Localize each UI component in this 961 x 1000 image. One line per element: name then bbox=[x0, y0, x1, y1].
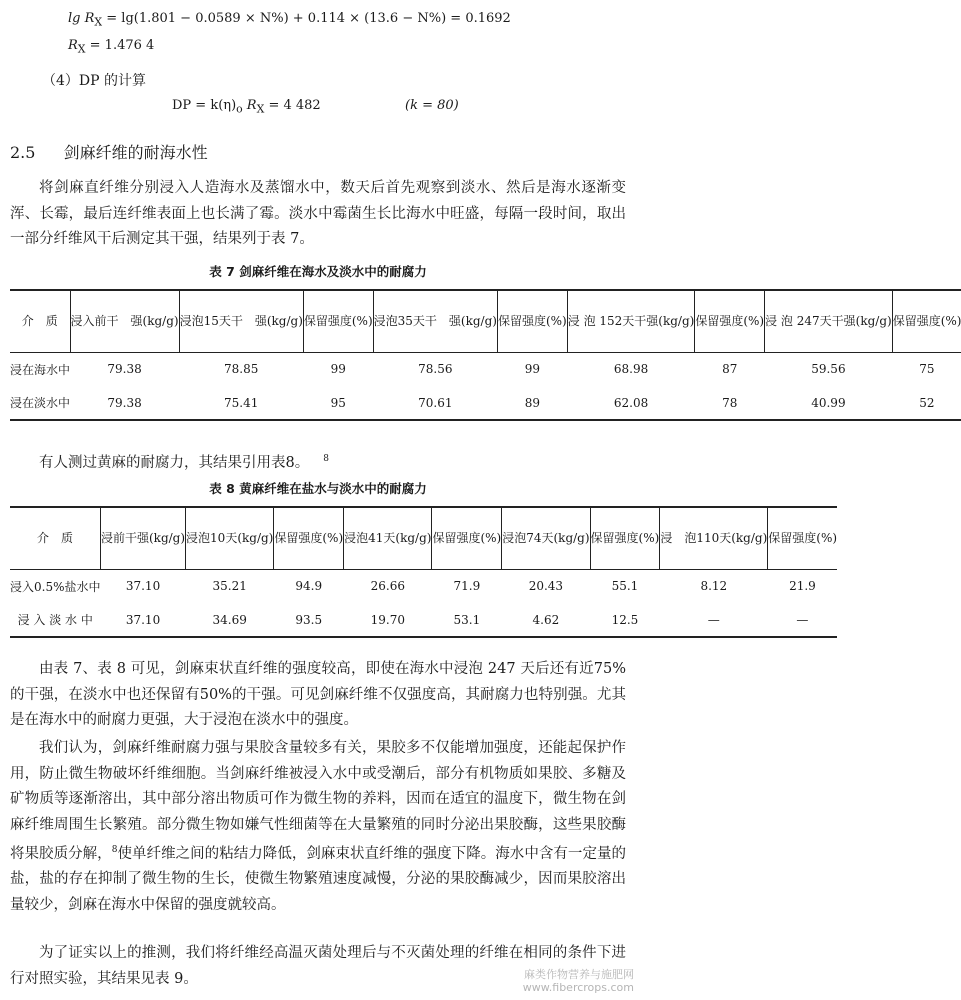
table-cell: 99 bbox=[330, 362, 346, 377]
equation-rx: $R_X = 1.476$ 4 bbox=[68, 38, 155, 56]
table-cell: 4.62 bbox=[532, 612, 560, 627]
table-cell: 浸入0.5%盐水中 bbox=[10, 579, 101, 594]
table-8-header-cell: 保留强度(%) bbox=[590, 507, 660, 569]
table-7-header-cell: 介 质 bbox=[10, 290, 70, 352]
equation-k-note: (k = 80) bbox=[405, 98, 459, 113]
table-8 bbox=[10, 506, 838, 638]
table-cell: 99 bbox=[524, 362, 540, 377]
table-cell: 93.5 bbox=[295, 612, 323, 627]
table-cell: 78.85 bbox=[224, 362, 259, 377]
table-cell: 78 bbox=[722, 395, 738, 410]
step-4-heading: （4）DP 的计算 bbox=[42, 73, 147, 89]
table-7 bbox=[10, 289, 961, 421]
table-8-header-cell: 浸前干强(kg/g) bbox=[101, 507, 186, 569]
table-cell: 62.08 bbox=[613, 395, 649, 410]
equation-lg-rx: $\lg R_X = \lg(1.801 - 0.0589 \times N\%) + 0.114 \times (13.6 - N\%) = 0.1692$ bbox=[68, 11, 511, 29]
table-8-header-cell: 浸 泡110天(kg/g) bbox=[660, 507, 768, 569]
paragraph-1: 将剑麻直纤维分别浸入人造海水及蒸馏水中，数天后首先观察到淡水、然后是海水逐渐变浑、长霉，最后连纤维表面上也长满了霉。淡水中霉菌生长比海水中旺盛，每隔一段时间，取出一部分纤维风干后测定其干强，结果列于表 7。 bbox=[10, 180, 626, 247]
table-8-header-cell: 浸泡10天(kg/g) bbox=[186, 507, 274, 569]
table-row bbox=[10, 603, 837, 637]
table-8-header-cell: 介 质 bbox=[10, 507, 101, 569]
table-cell: 78.56 bbox=[418, 362, 453, 377]
table-cell: 79.38 bbox=[107, 362, 142, 377]
reference-mark: 8 bbox=[111, 845, 118, 855]
table-cell: 20.43 bbox=[528, 579, 564, 594]
table-8-header-cell: 保留强度(%) bbox=[432, 507, 502, 569]
table-cell: 浸 入 淡 水 中 bbox=[17, 613, 93, 627]
table-7-header-cell: 浸 泡 152天干强(kg/g) bbox=[567, 290, 695, 352]
table-cell: 79.38 bbox=[107, 395, 142, 410]
watermark bbox=[523, 968, 634, 994]
table-cell: 75.41 bbox=[224, 395, 259, 410]
table-cell: 89 bbox=[524, 395, 540, 410]
table-cell: — bbox=[796, 612, 809, 627]
table-7-header-cell: 保留强度(%) bbox=[892, 314, 961, 329]
table-7-caption: 表 7 剑麻纤维在海水及淡水中的耐腐力 bbox=[209, 264, 427, 279]
paragraph-4: 我们认为，剑麻纤维耐腐力强与果胶含量较多有关，果胶多不仅能增加强度，还能起保护作用，防止微生物破坏纤维细胞。当剑麻纤维被浸入水中或受潮后，部分有机物质如果胶、多糖及矿物质等逐渐溶出，其中部分溶出物质可作为微生物的养料，因而在适宜的温度下，微生物在剑麻纤维周围生长繁殖。部分微生物如嫌气性细菌等在大量繁殖的同时分泌出果胶酶，这些果胶酶将果胶质分解，$^8$使单纤维之间的粘结力降低，剑麻束状直纤维的强度下降。海水中含有一定量的盐，盐的存在抑制了微生物的生长，使微生物繁殖速度减慢，分泌的果胶酶减少，因而果胶溶出量较少，剑麻在海水中保留的强度就较高。 bbox=[10, 740, 627, 913]
table-cell: 浸在海水中 bbox=[10, 362, 71, 377]
table-7-header-cell: 浸泡15天干 强(kg/g) bbox=[179, 290, 303, 352]
table-cell: 71.9 bbox=[453, 579, 481, 594]
table-row bbox=[10, 352, 961, 386]
table-cell: 12.5 bbox=[611, 612, 639, 627]
section-heading bbox=[10, 140, 208, 163]
table-7-header-cell: 保留强度(%) bbox=[303, 290, 373, 352]
table-7-header-row bbox=[10, 290, 961, 352]
table-7-header-cell: 浸 泡 247天干强(kg/g) bbox=[765, 290, 893, 352]
table-cell: 95 bbox=[330, 395, 346, 410]
table-cell: 40.99 bbox=[811, 395, 846, 410]
table-7-header-cell: 保留强度(%) bbox=[695, 290, 765, 352]
table-cell: 59.56 bbox=[811, 362, 846, 377]
paragraph-2: 有人测过黄麻的耐腐力，其结果引用表8。 $^8$ bbox=[39, 454, 329, 471]
table-cell: 75 bbox=[919, 362, 935, 377]
table-8-header-row bbox=[10, 507, 837, 569]
table-cell: 浸在淡水中 bbox=[10, 396, 71, 410]
watermark-line-2: www.fibercrops.com bbox=[522, 981, 634, 994]
table-cell: 21.9 bbox=[789, 579, 816, 594]
table-8-header-cell: 浸泡41天(kg/g) bbox=[344, 507, 432, 569]
table-row bbox=[10, 569, 837, 603]
section-title: 剑麻纤维的耐海水性 bbox=[63, 143, 208, 162]
table-8-header-cell: 浸泡74天(kg/g) bbox=[502, 507, 590, 569]
table-8-caption: 表 8 黄麻纤维在盐水与淡水中的耐腐力 bbox=[209, 481, 427, 496]
table-8-header-cell: 保留强度(%) bbox=[768, 531, 838, 546]
table-row bbox=[10, 386, 961, 420]
table-7-header-cell: 浸泡35天干 强(kg/g) bbox=[373, 290, 497, 352]
table-cell: 37.10 bbox=[125, 579, 161, 594]
equation-dp: DP = $k(\eta)_o$ $R_X = 4$ 482 bbox=[172, 98, 321, 116]
table-cell: 26.66 bbox=[370, 579, 405, 594]
reference-mark: 8 bbox=[323, 454, 329, 464]
table-cell: 70.61 bbox=[418, 395, 453, 410]
table-cell: 53.1 bbox=[453, 612, 481, 627]
table-7-header-cell: 保留强度(%) bbox=[497, 290, 567, 352]
table-cell: 94.9 bbox=[295, 579, 323, 594]
paragraph-3: 由表 7、表 8 可见，剑麻束状直纤维的强度较高，即使在海水中浸泡 247 天后还有近75%的干强，在淡水中也还保留有50%的干强。可见剑麻纤维不仅强度高，其耐腐力也特别强。尤其是在海水中的耐腐力更强，大于浸泡在淡水中的强度。 bbox=[10, 661, 626, 728]
table-cell: 68.98 bbox=[613, 362, 649, 377]
table-cell: 34.69 bbox=[212, 612, 247, 627]
table-7-header-cell: 浸入前干 强(kg/g) bbox=[70, 290, 179, 352]
table-cell: 55.1 bbox=[611, 579, 639, 594]
table-cell: 37.10 bbox=[125, 612, 161, 627]
table-cell: 35.21 bbox=[212, 579, 247, 594]
table-cell: — bbox=[707, 612, 720, 627]
table-cell: 19.70 bbox=[370, 612, 405, 627]
table-cell: 8.12 bbox=[700, 579, 728, 594]
watermark-line-1: 麻类作物营养与施肥网 bbox=[524, 968, 634, 981]
table-cell: 87 bbox=[722, 362, 738, 377]
table-cell: 52 bbox=[919, 395, 935, 410]
table-8-header-cell: 保留强度(%) bbox=[274, 507, 344, 569]
paragraph-5: 为了证实以上的推测，我们将纤维经高温灭菌处理后与不灭菌处理的纤维在相同的条件下进行对照实验，其结果见表 9。 bbox=[10, 945, 626, 987]
section-number: 2.5 bbox=[10, 143, 36, 162]
